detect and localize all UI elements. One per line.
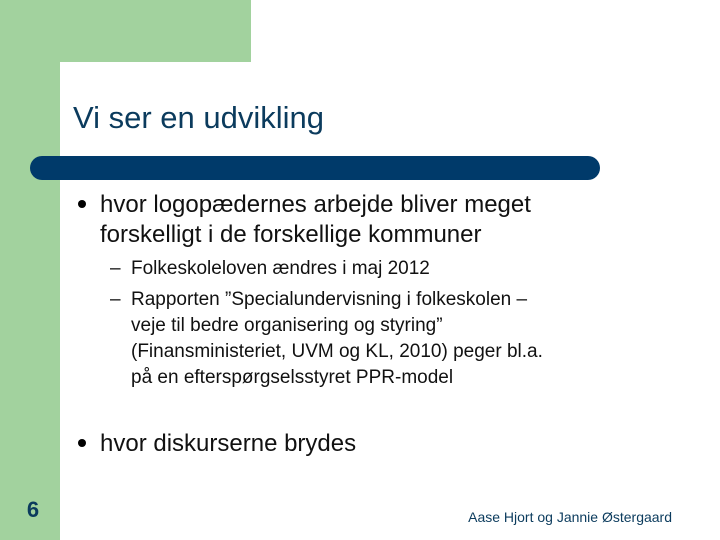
footer-authors: Aase Hjort og Jannie Østergaard: [468, 509, 672, 525]
left-decor-bar: [0, 0, 60, 540]
subitem-2-line-4: på en efterspørgselsstyret PPR-model: [131, 367, 454, 388]
bullet-dot: [78, 200, 86, 208]
bullet-text-1-line-1: hvor logopædernes arbejde bliver meget: [100, 191, 531, 218]
subitem-1-line-1: Folkeskoleloven ændres i maj 2012: [131, 258, 430, 279]
bullet-dot: [78, 439, 86, 447]
corner-curve: [60, 62, 100, 102]
subitem-dash: –: [110, 258, 121, 279]
slide-title: Vi ser en udvikling: [73, 100, 325, 135]
subitem-2-line-1: Rapporten ”Specialundervisning i folkeskolen –: [131, 289, 528, 310]
bullet-text-1-line-2: forskelligt i de forskellige kommuner: [100, 221, 482, 248]
subitem-2-line-2: veje til bedre organisering og styring”: [131, 315, 443, 336]
top-decor-block: [60, 0, 251, 62]
title-underline-bar: [30, 156, 600, 180]
subitem-dash: –: [110, 289, 121, 310]
bullet-text-2: hvor diskurserne brydes: [100, 430, 357, 457]
subitem-2-line-3: (Finansministeriet, UVM og KL, 2010) peger bl.a.: [131, 341, 543, 362]
page-number: 6: [26, 497, 40, 522]
